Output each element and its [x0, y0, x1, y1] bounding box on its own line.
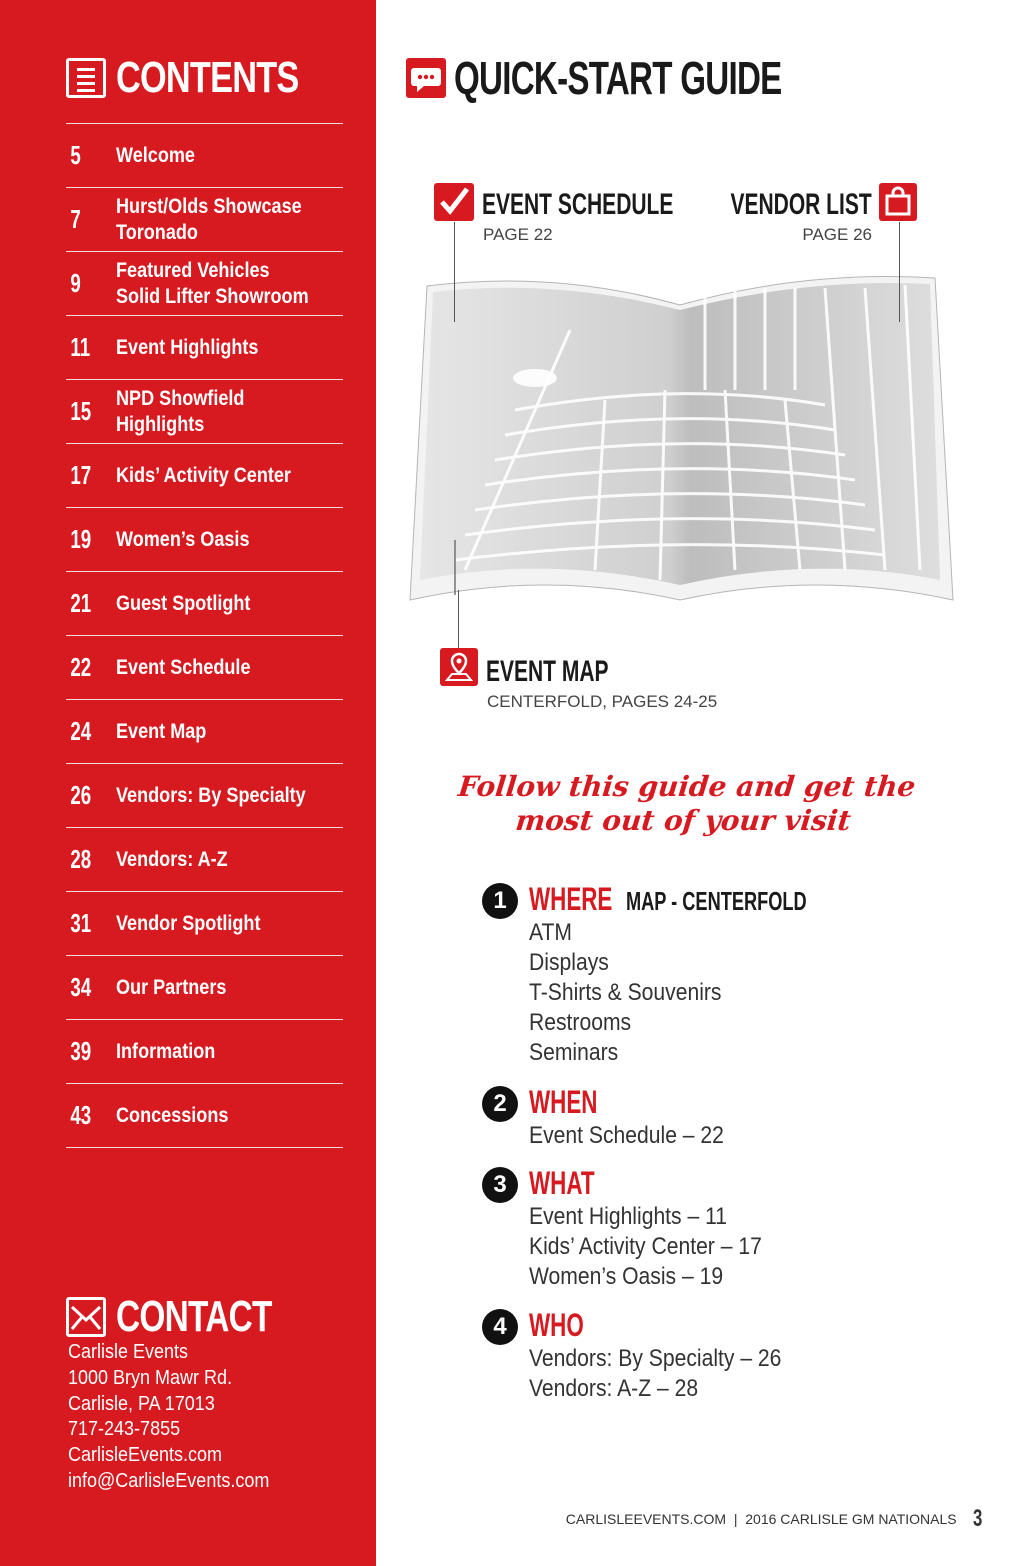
step-item: Women’s Oasis – 19 [529, 1263, 724, 1290]
toc-label: Information [116, 1039, 216, 1063]
toc-row[interactable] [66, 1084, 343, 1148]
toc-label: Our Partners [116, 975, 227, 999]
step-heading [529, 1084, 627, 1121]
step-number-badge: 2 [482, 1086, 518, 1122]
toc-page-number: 34 [70, 972, 92, 1002]
toc-row[interactable] [66, 188, 343, 252]
contents-title: CONTENTS [116, 53, 299, 102]
step-number-badge: 4 [482, 1309, 518, 1345]
map-pin-icon [440, 648, 478, 686]
toc-row[interactable] [66, 124, 343, 188]
toc-row[interactable] [66, 252, 343, 316]
toc-row[interactable] [66, 1020, 343, 1084]
toc-label: Guest Spotlight [116, 591, 251, 615]
checkmark-icon [434, 183, 474, 221]
step-item: Kids’ Activity Center – 17 [529, 1233, 762, 1260]
step-subtitle: MAP - CENTERFOLD [626, 886, 807, 916]
chat-bubble-icon [406, 58, 446, 98]
toc-label: Vendor Spotlight [116, 911, 261, 935]
toc-label: Kids’ Activity Center [116, 463, 291, 487]
step-items [529, 1344, 816, 1404]
toc-label: Vendors: A-Z [116, 847, 228, 871]
quick-start-header [406, 52, 909, 104]
toc-row[interactable] [66, 572, 343, 636]
step-heading [529, 1165, 623, 1202]
toc-row[interactable] [66, 892, 343, 956]
toc-label: Event Highlights [116, 335, 259, 359]
step-items [529, 1202, 794, 1292]
toc-row[interactable] [66, 956, 343, 1020]
leader-line [454, 222, 455, 322]
toc-row[interactable] [66, 508, 343, 572]
step-item: Event Schedule – 22 [529, 1122, 724, 1149]
document-icon [66, 58, 106, 98]
step-title: WHEN [529, 1084, 598, 1120]
quick-start-title: QUICK-START GUIDE [454, 52, 782, 104]
toc-page-number: 17 [70, 460, 92, 490]
step-heading [529, 1307, 607, 1344]
toc-row[interactable] [66, 636, 343, 700]
toc-label: Event Schedule [116, 655, 251, 679]
toc-page-number: 26 [70, 780, 92, 810]
toc-label: Hurst/Olds Showcase Toronado [116, 194, 302, 244]
toc-label: Welcome [116, 143, 195, 167]
contact-line[interactable]: CarlisleEvents.com [68, 1444, 223, 1467]
event-map-title: EVENT MAP [486, 655, 609, 688]
step-item: Event Highlights – 11 [529, 1203, 728, 1230]
toc-page-number: 9 [70, 268, 81, 298]
contact-line: Carlisle, PA 17013 [68, 1392, 215, 1415]
step-items [529, 1121, 751, 1151]
event-schedule-title: EVENT SCHEDULE [482, 188, 674, 221]
toc-row[interactable] [66, 828, 343, 892]
step-title: WHO [529, 1307, 584, 1343]
envelope-icon [66, 1297, 106, 1337]
step-item: ATM [529, 919, 573, 946]
contact-line[interactable]: info@CarlisleEvents.com [68, 1469, 270, 1492]
toc-label: Featured Vehicles Solid Lifter Showroom [116, 258, 309, 308]
toc-page-number: 19 [70, 524, 92, 554]
contact-header [66, 1294, 321, 1340]
contact-title: CONTACT [116, 1292, 272, 1341]
toc-page-number: 21 [70, 588, 92, 618]
toc-page-number: 11 [70, 332, 91, 362]
toc-label: NPD Showfield Highlights [116, 386, 245, 436]
footer-text: CARLISLEEVENTS.COM | 2016 CARLISLE GM NATIONALS [565, 1511, 957, 1527]
toc-label: Women’s Oasis [116, 527, 250, 551]
vendor-list-title: VENDOR LIST [730, 188, 872, 221]
event-map-illustration [405, 270, 960, 615]
tagline-line-1: Follow this guide and get the [456, 770, 918, 803]
table-of-contents [66, 123, 343, 1148]
toc-page-number: 24 [70, 716, 92, 746]
step-item: Displays [529, 949, 609, 976]
contact-info [68, 1340, 292, 1495]
shopping-bag-icon [879, 183, 917, 221]
toc-page-number: 39 [70, 1036, 92, 1066]
step-items [529, 918, 748, 1068]
toc-page-number: 5 [70, 140, 81, 170]
event-map-page: CENTERFOLD, PAGES 24-25 [487, 692, 718, 711]
contact-line[interactable]: 717-243-7855 [68, 1418, 181, 1441]
toc-page-number: 7 [70, 204, 81, 234]
event-schedule-page: PAGE 22 [483, 225, 553, 244]
step-title: WHERE [529, 881, 613, 917]
toc-page-number: 28 [70, 844, 92, 874]
toc-label: Event Map [116, 719, 207, 743]
step-item: Seminars [529, 1039, 619, 1066]
tagline [416, 770, 953, 838]
page-number: 3 [972, 1505, 982, 1532]
vendor-list-page: PAGE 26 [802, 225, 872, 244]
toc-page-number: 15 [70, 396, 92, 426]
toc-row[interactable] [66, 380, 343, 444]
toc-row[interactable] [66, 316, 343, 380]
step-heading [529, 881, 884, 918]
contact-line: 1000 Bryn Mawr Rd. [68, 1366, 233, 1389]
tagline-line-2: most out of your visit [514, 804, 853, 837]
step-item: Restrooms [529, 1009, 632, 1036]
toc-page-number: 43 [70, 1100, 92, 1130]
toc-label: Concessions [116, 1103, 229, 1127]
toc-row[interactable] [66, 444, 343, 508]
page-footer [566, 1505, 984, 1533]
step-number-badge: 3 [482, 1167, 518, 1203]
leader-line [458, 590, 459, 648]
toc-page-number: 22 [70, 652, 92, 682]
sidebar [0, 0, 376, 1566]
contents-header [66, 55, 350, 101]
toc-row[interactable] [66, 764, 343, 828]
step-number-badge: 1 [482, 883, 518, 919]
toc-label: Vendors: By Specialty [116, 783, 306, 807]
contact-line: Carlisle Events [68, 1341, 189, 1363]
step-item: Vendors: A-Z – 28 [529, 1375, 699, 1402]
toc-row[interactable] [66, 700, 343, 764]
step-item: Vendors: By Specialty – 26 [529, 1345, 782, 1372]
leader-line [899, 222, 900, 322]
toc-page-number: 31 [70, 908, 92, 938]
step-title: WHAT [529, 1165, 595, 1201]
step-item: T-Shirts & Souvenirs [529, 979, 722, 1006]
